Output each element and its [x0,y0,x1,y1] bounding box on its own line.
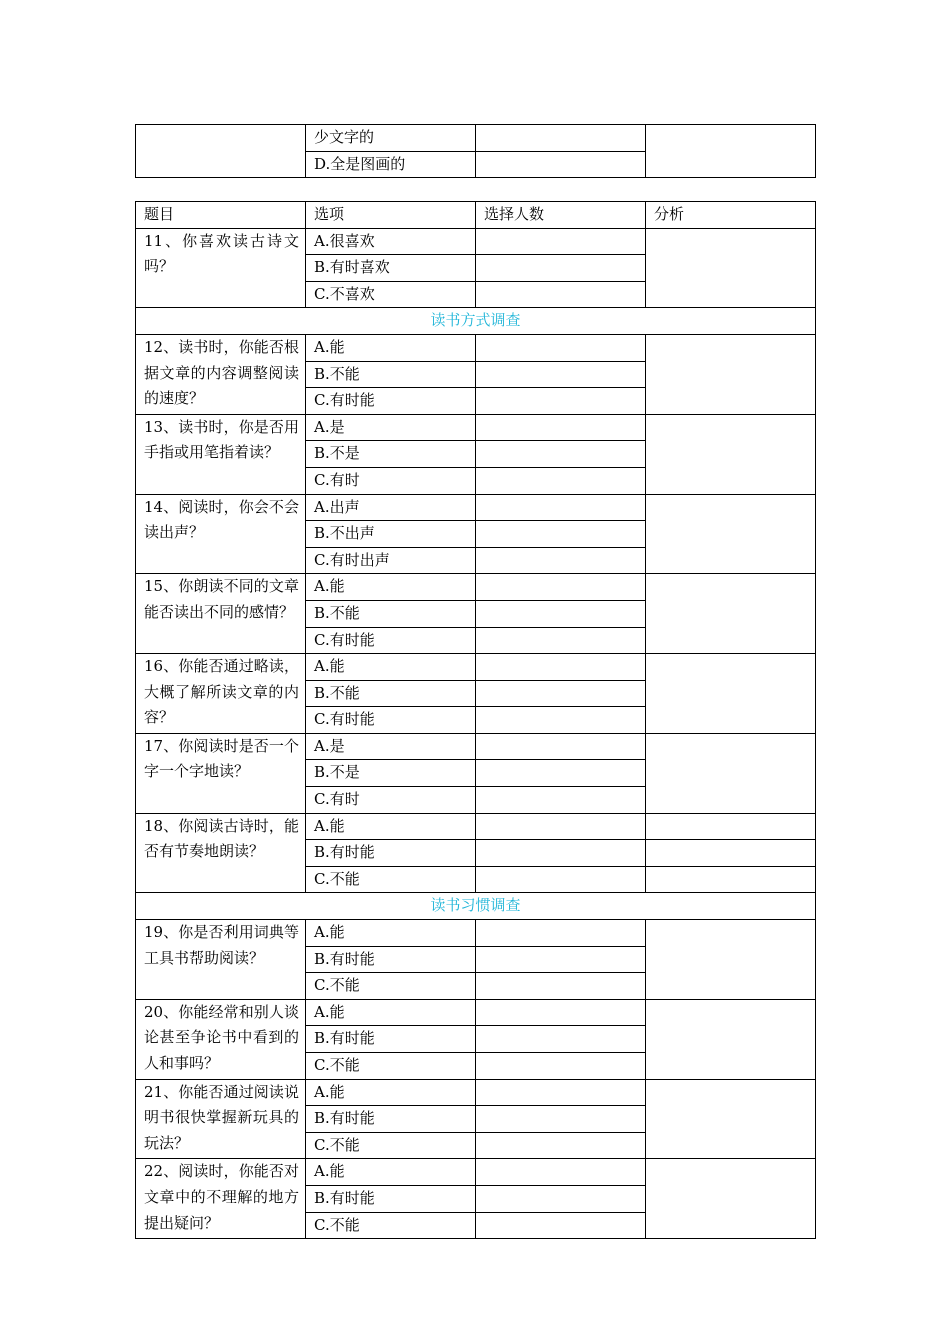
question-cell: 16、你能否通过略读，大概了解所读文章的内容？ [136,654,306,734]
count-cell [476,920,646,947]
survey-table [135,201,816,1239]
question-cell: 22、阅读时，你能否对文章中的不理解的地方提出疑问？ [136,1159,306,1239]
count-cell [476,1106,646,1133]
option-cell: C.有时 [306,467,476,494]
section-title: 读书方式调查 [136,308,816,335]
table-row [136,733,816,760]
count-cell [476,414,646,441]
option-cell: C.不能 [306,1212,476,1239]
question-cell: 11、你喜欢读古诗文吗？ [136,228,306,308]
survey-body [136,228,816,1239]
analysis-cell [646,1159,816,1239]
option-cell: B.有时能 [306,840,476,867]
analysis-cell [646,494,816,574]
option-cell: C.不能 [306,973,476,1000]
count-cell [476,334,646,361]
header-question: 题目 [136,202,306,229]
analysis-cell [646,920,816,1000]
count-cell [476,228,646,255]
option-cell: B.不是 [306,760,476,787]
count-cell [476,361,646,388]
question-cell: 19、你是否利用词典等工具书帮助阅读？ [136,920,306,1000]
count-cell [476,255,646,282]
table-row [136,414,816,441]
count-cell [476,760,646,787]
header-count: 选择人数 [476,202,646,229]
analysis-cell [646,733,816,813]
option-cell: A.能 [306,654,476,681]
analysis-cell [646,228,816,308]
option-cell: A.能 [306,574,476,601]
count-cell [476,1185,646,1212]
option-cell: A.能 [306,1159,476,1186]
option-cell: D.全是图画的 [306,151,476,178]
count-cell [476,125,646,152]
count-cell [476,733,646,760]
option-cell: A.很喜欢 [306,228,476,255]
count-cell [476,1079,646,1106]
count-cell [476,973,646,1000]
analysis-cell [646,1079,816,1159]
analysis-cell [646,840,816,867]
count-cell [476,574,646,601]
option-cell: B.不能 [306,600,476,627]
question-cell: 12、读书时，你能否根据文章的内容调整阅读的速度？ [136,334,306,414]
count-cell [476,600,646,627]
option-cell: B.有时能 [306,946,476,973]
survey-table-continued [135,124,816,178]
option-cell: C.不能 [306,866,476,893]
question-cell: 14、阅读时，你会不会读出声？ [136,494,306,574]
count-cell [476,388,646,415]
option-cell: C.有时出声 [306,547,476,574]
option-cell: B.不出声 [306,521,476,548]
table-row [136,654,816,681]
section-title: 读书习惯调查 [136,893,816,920]
count-cell [476,946,646,973]
header-row [136,202,816,229]
count-cell [476,151,646,178]
analysis-cell [646,999,816,1079]
question-cell: 13、读书时，你是否用手指或用笔指着读？ [136,414,306,494]
count-cell [476,627,646,654]
count-cell [476,521,646,548]
header-options: 选项 [306,202,476,229]
option-cell: A.能 [306,920,476,947]
count-cell [476,866,646,893]
option-cell: B.有时能 [306,1026,476,1053]
analysis-cell [646,866,816,893]
table-row [136,813,816,840]
count-cell [476,840,646,867]
header-analysis: 分析 [646,202,816,229]
count-cell [476,1053,646,1080]
option-cell: B.有时能 [306,1106,476,1133]
section-row [136,893,816,920]
analysis-cell [646,654,816,734]
option-cell: A.出声 [306,494,476,521]
table-row [136,1159,816,1186]
count-cell [476,787,646,814]
option-cell: A.能 [306,1079,476,1106]
option-cell: 少文字的 [306,125,476,152]
option-cell: A.能 [306,813,476,840]
option-cell: C.不能 [306,1132,476,1159]
question-cell: 15、你朗读不同的文章能否读出不同的感情？ [136,574,306,654]
count-cell [476,680,646,707]
option-cell: B.不能 [306,680,476,707]
count-cell [476,1212,646,1239]
table-row [136,494,816,521]
count-cell [476,467,646,494]
option-cell: C.不喜欢 [306,281,476,308]
question-cell: 18、你阅读古诗时，能否有节奏地朗读？ [136,813,306,893]
option-cell: A.是 [306,733,476,760]
table-row [136,228,816,255]
option-cell: C.不能 [306,1053,476,1080]
count-cell [476,441,646,468]
analysis-cell [646,574,816,654]
option-cell: B.有时喜欢 [306,255,476,282]
section-row [136,308,816,335]
option-cell: B.有时能 [306,1185,476,1212]
count-cell [476,1159,646,1186]
option-cell: C.有时能 [306,388,476,415]
question-cell [136,125,306,178]
option-cell: A.是 [306,414,476,441]
count-cell [476,1026,646,1053]
table-row [136,125,816,152]
count-cell [476,1132,646,1159]
analysis-cell [646,813,816,840]
count-cell [476,547,646,574]
table-row [136,920,816,947]
table-row [136,1079,816,1106]
analysis-cell [646,334,816,414]
option-cell: C.有时 [306,787,476,814]
count-cell [476,707,646,734]
question-cell: 20、你能经常和别人谈论甚至争论书中看到的人和事吗？ [136,999,306,1079]
question-cell: 17、你阅读时是否一个字一个字地读？ [136,733,306,813]
count-cell [476,281,646,308]
option-cell: C.有时能 [306,707,476,734]
table-row [136,334,816,361]
option-cell: C.有时能 [306,627,476,654]
option-cell: A.能 [306,999,476,1026]
question-cell: 21、你能否通过阅读说明书很快掌握新玩具的玩法？ [136,1079,306,1159]
table-row [136,999,816,1026]
analysis-cell [646,414,816,494]
analysis-cell [646,125,816,178]
option-cell: B.不能 [306,361,476,388]
option-cell: A.能 [306,334,476,361]
table-row [136,574,816,601]
count-cell [476,654,646,681]
count-cell [476,494,646,521]
count-cell [476,999,646,1026]
count-cell [476,813,646,840]
option-cell: B.不是 [306,441,476,468]
